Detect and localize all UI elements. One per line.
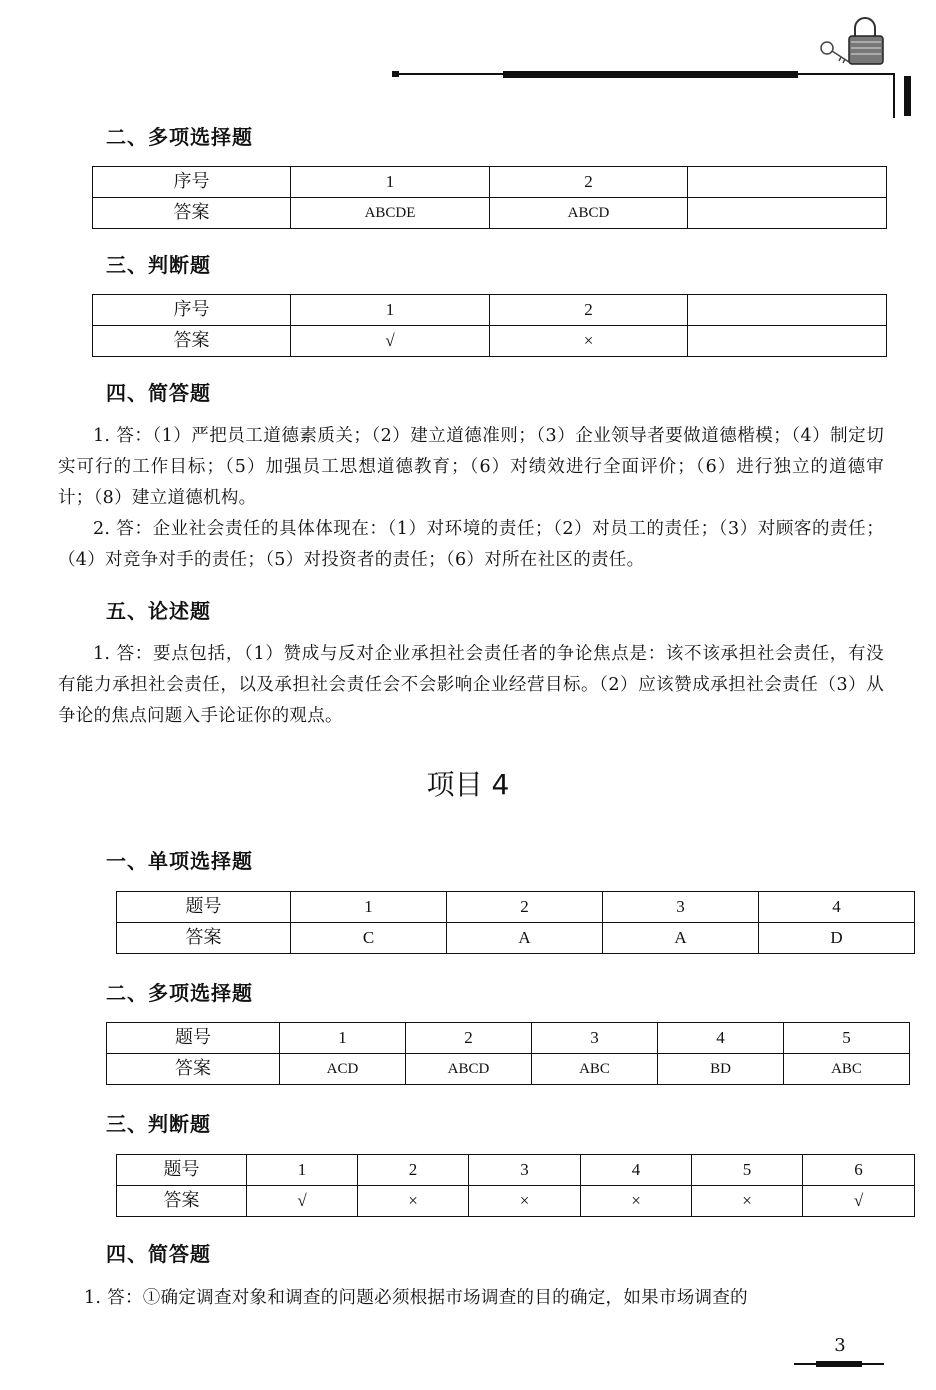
table-row <box>93 167 887 198</box>
table-cell: 答案 <box>107 1054 280 1085</box>
header-rule-bar <box>904 76 911 116</box>
answer-paragraph: 1. 答：要点包括，（1）赞成与反对企业承担社会责任者的争论焦点是：该不该承担社会责任，有没有能力承担社会责任，以及承担社会责任会不会影响企业经营目标。（2）应该赞成承担社会责任（3）从争论的焦点问题入手论证你的观点。 <box>58 644 884 726</box>
table-cell: 2 <box>490 167 688 198</box>
table-cell: 1 <box>291 167 490 198</box>
table-cell: 3 <box>469 1155 581 1186</box>
section-heading-true-false: 三、判断题 <box>106 1112 211 1136</box>
table-cell: ABC <box>784 1054 910 1085</box>
answer-paragraph: 2. 答：企业社会责任的具体体现在：（1）对环境的责任；（2）对员工的责任；（3）对顾客的责任；（4）对竞争对手的责任；（5）对投资者的责任；（6）对所在社区的责任。 <box>58 519 884 570</box>
table-row <box>117 923 915 954</box>
section-heading-short-answer: 四、简答题 <box>106 1242 211 1266</box>
table-cell <box>688 198 887 229</box>
table-row <box>117 1155 915 1186</box>
table-cell: 3 <box>532 1023 658 1054</box>
table-cell: 1 <box>291 295 490 326</box>
table-cell: 3 <box>603 892 759 923</box>
table-cell <box>688 326 887 357</box>
table-cell: 序号 <box>93 167 291 198</box>
page-number: 3 <box>834 1335 846 1356</box>
answer-table-true-false <box>116 1154 915 1217</box>
table-row <box>93 198 887 229</box>
table-row <box>93 326 887 357</box>
table-cell: 4 <box>581 1155 692 1186</box>
section-heading-essay: 五、论述题 <box>106 599 211 623</box>
table-cell: 1 <box>280 1023 406 1054</box>
table-cell: 题号 <box>107 1023 280 1054</box>
table-cell: × <box>581 1186 692 1217</box>
table-row <box>117 892 915 923</box>
answer-paragraph: 1. 答：①确定调查对象和调查的问题必须根据市场调查的目的确定，如果市场调查的 <box>84 1288 748 1308</box>
table-cell: 2 <box>490 295 688 326</box>
table-cell: C <box>291 923 447 954</box>
table-cell: 序号 <box>93 295 291 326</box>
table-cell: × <box>469 1186 581 1217</box>
table-cell: ABCDE <box>291 198 490 229</box>
table-cell: 1 <box>247 1155 358 1186</box>
project-title: 项目 4 <box>426 768 510 801</box>
answer-paragraph: 1. 答：（1）严把员工道德素质关；（2）建立道德准则；（3）企业领导者要做道德楷模；（4）制定切实可行的工作目标；（5）加强员工思想道德教育；（6）对绩效进行全面评价；（6）进行独立的道德审计；（8）建立道德机构。 <box>58 426 884 508</box>
table-cell: 6 <box>803 1155 915 1186</box>
table-cell: 2 <box>358 1155 469 1186</box>
table-cell: 4 <box>759 892 915 923</box>
table-cell: 答案 <box>93 326 291 357</box>
table-cell: 5 <box>692 1155 803 1186</box>
table-cell: 题号 <box>117 892 291 923</box>
section-heading-short-answer: 四、简答题 <box>106 381 211 405</box>
table-cell: ABCD <box>490 198 688 229</box>
table-cell: √ <box>291 326 490 357</box>
section-heading-single-choice: 一、单项选择题 <box>106 849 253 873</box>
header-rule-thin <box>396 73 506 75</box>
table-cell: A <box>447 923 603 954</box>
table-cell <box>688 167 887 198</box>
padlock-key-icon <box>815 14 895 74</box>
table-cell: 1 <box>291 892 447 923</box>
table-cell: 答案 <box>117 1186 247 1217</box>
section-heading-true-false: 三、判断题 <box>106 253 211 277</box>
table-cell: × <box>358 1186 469 1217</box>
page-number-rule-bar <box>816 1361 862 1367</box>
table-cell: D <box>759 923 915 954</box>
answer-table-multiple-choice <box>106 1022 910 1085</box>
table-cell: 答案 <box>93 198 291 229</box>
answer-table-single-choice <box>116 891 915 954</box>
table-cell: 答案 <box>117 923 291 954</box>
table-row <box>117 1186 915 1217</box>
section-heading-multiple-choice: 二、多项选择题 <box>106 125 253 149</box>
table-cell: ABCD <box>406 1054 532 1085</box>
table-cell: ACD <box>280 1054 406 1085</box>
table-cell <box>688 295 887 326</box>
table-cell: 2 <box>406 1023 532 1054</box>
header-rule-thick <box>503 71 798 78</box>
table-cell: 4 <box>658 1023 784 1054</box>
table-cell: A <box>603 923 759 954</box>
table-cell: × <box>490 326 688 357</box>
table-cell: 5 <box>784 1023 910 1054</box>
table-cell: × <box>692 1186 803 1217</box>
table-cell: 题号 <box>117 1155 247 1186</box>
table-row <box>107 1054 910 1085</box>
table-cell: 2 <box>447 892 603 923</box>
table-cell: √ <box>803 1186 915 1217</box>
table-row <box>107 1023 910 1054</box>
table-cell: BD <box>658 1054 784 1085</box>
table-cell: ABC <box>532 1054 658 1085</box>
table-row <box>93 295 887 326</box>
answer-table-true-false <box>92 294 887 357</box>
section-heading-multiple-choice: 二、多项选择题 <box>106 981 253 1005</box>
answer-table-multiple-choice <box>92 166 887 229</box>
header-rule-vertical <box>893 73 895 118</box>
table-cell: √ <box>247 1186 358 1217</box>
